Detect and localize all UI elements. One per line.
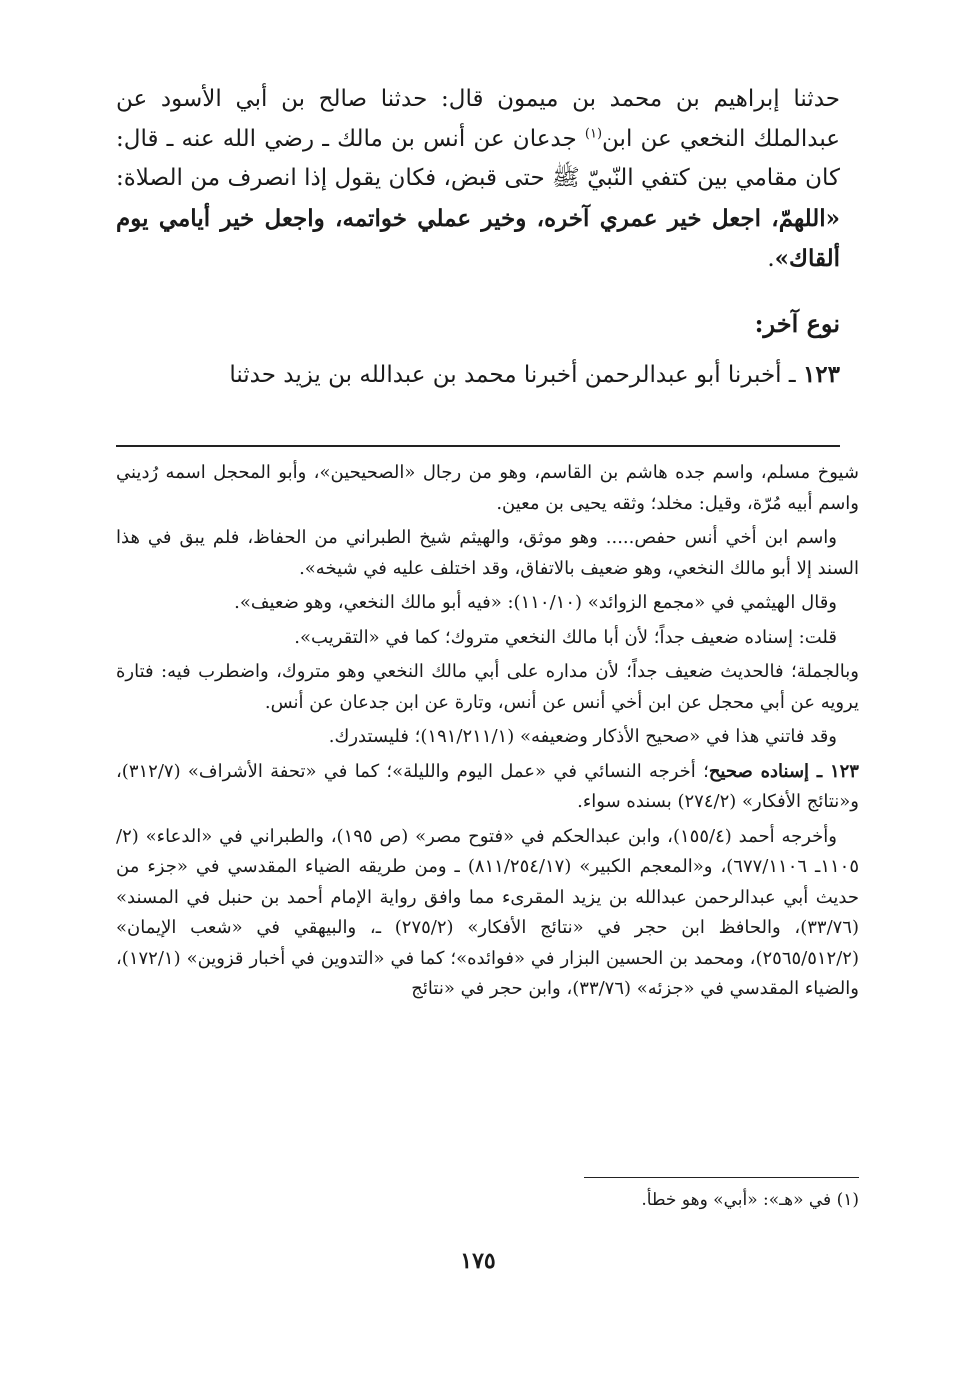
hadith-number: ١٢٣ [802,361,840,388]
page-number: ١٧٥ [460,1248,496,1274]
hadith-item-123 [116,355,840,396]
section-heading: نوع آخر: [754,308,840,338]
note-paragraph: واسم ابن أخي أنس حفص..... وهو موثق، والهيثم شيخ الطبراني من الحفاظ، فلم يبق في هذا السند إلا أبو مالك النخعي، وهو ضعيف بالاتفاق، وقد اختلف عليه في شيخه». [116,527,859,579]
note-paragraph: وقد فاتني هذا في «صحيح الأذكار وضعيفه» (١٩١/٢١١/١)؛ فليستدرك. [328,726,837,747]
note-paragraph: وأخرجه أحمد (١٥٥/٤)، وابن عبدالحكم في «فتوح مصر» (ص ١٩٥)، والطبراني في «الدعاء» (٢/ ١١٠٥ـ ٦٧٧/١١٠٦)، و«المعجم الكبير» (٨١١/٢٥٤/١٧) ـ ومن طريقه الضياء المقدسي في «جزء من حديث أبي عبدالرحمن عبدالله بن يزيد المقرىء مما وافق رواية الإمام أحمد بن حنبل في المسند» (٣٣/٧٦)، والحافظ ابن حجر في «نتائج الأفكار» (٢٧٥/٢) ـ، والبيهقي في «شعب الإيمان» (٢٥٦٥/٥١٢/٢)، ومحمد بن الحسين البزار في «فوائده»؛ كما في «التدوين في أخبار قزوين» (١٧٢/١)، والضياء المقدسي في «جزئه» (٣٣/٧٦)، وابن حجر في «نتائج [116,825,860,999]
note-grading-bold: ١٢٣ ـ إسناده صحيح [708,760,859,782]
footnote: (١) في «هـ»: «أبي» وهو خطأ. [641,1190,859,1210]
hadith-text-start: حدثنا إبراهيم بن محمد بن ميمون قال: حدثنا صالح بن أبي الأسود عن عبدالملك النخعي عن ابن [116,86,840,152]
note-paragraph: وقال الهيثمي في «مجمع الزوائد» (١١٠/١٠): «فيه أبو مالك النخعي، وهو ضعيف». [234,592,837,613]
hadith-prayer-bold: «اللهمّ، اجعل خير عمري آخره، وخير عملي خواتمه، واجعل خير أيامي يوم ألقاك» [116,204,840,272]
section-divider [116,445,840,447]
note-grading-text: ؛ أخرجه النسائي في «عمل اليوم والليلة»؛ كما في «تحفة الأشراف» (٣١٢/٧)، و«نتائج الأفكار» (٢٧٤/٢) بسنده سواء. [116,760,859,812]
hadith-text-middle: جدعان عن أنس بن مالك ـ رضي الله عنه ـ قال: كان مقامي بين كتفي النّبيّ ﷺ حتى قبض، فكان يقول إذا انصرف من الصلاة: [116,125,840,191]
hadith-paragraph [116,80,840,280]
footnote-divider [584,1177,859,1178]
hadith-text-end: . [767,246,775,272]
note-paragraph: شيوخ مسلم، واسم جده هاشم بن القاسم، وهو من رجال «الصحيحين»، وأبو المحجل اسمه رُديني واسم أبيه مُرّة، وقيل: مخلد؛ وثقه يحيى بن معين. [116,462,860,514]
hadith-chain-text: ـ أخبرنا أبو عبدالرحمن أخبرنا محمد بن عبدالله بن يزيد حدثنا [229,362,803,388]
main-text [116,80,840,396]
note-paragraph: وبالجملة؛ فالحديث ضعيف جداً؛ لأن مداره على أبي مالك النخعي وهو متروك، واضطرب فيه: فتارة يرويه عن أبي محجل عن ابن أخي أنس عن أنس، وتارة عن ابن جدعان عن أنس. [116,661,859,713]
note-paragraph [116,757,859,818]
footnote-reference: (١) [584,125,603,141]
commentary-notes [116,458,859,1009]
note-paragraph: قلت: إسناده ضعيف جداً؛ لأن أبا مالك النخعي متروك؛ كما في «التقريب». [294,626,837,648]
